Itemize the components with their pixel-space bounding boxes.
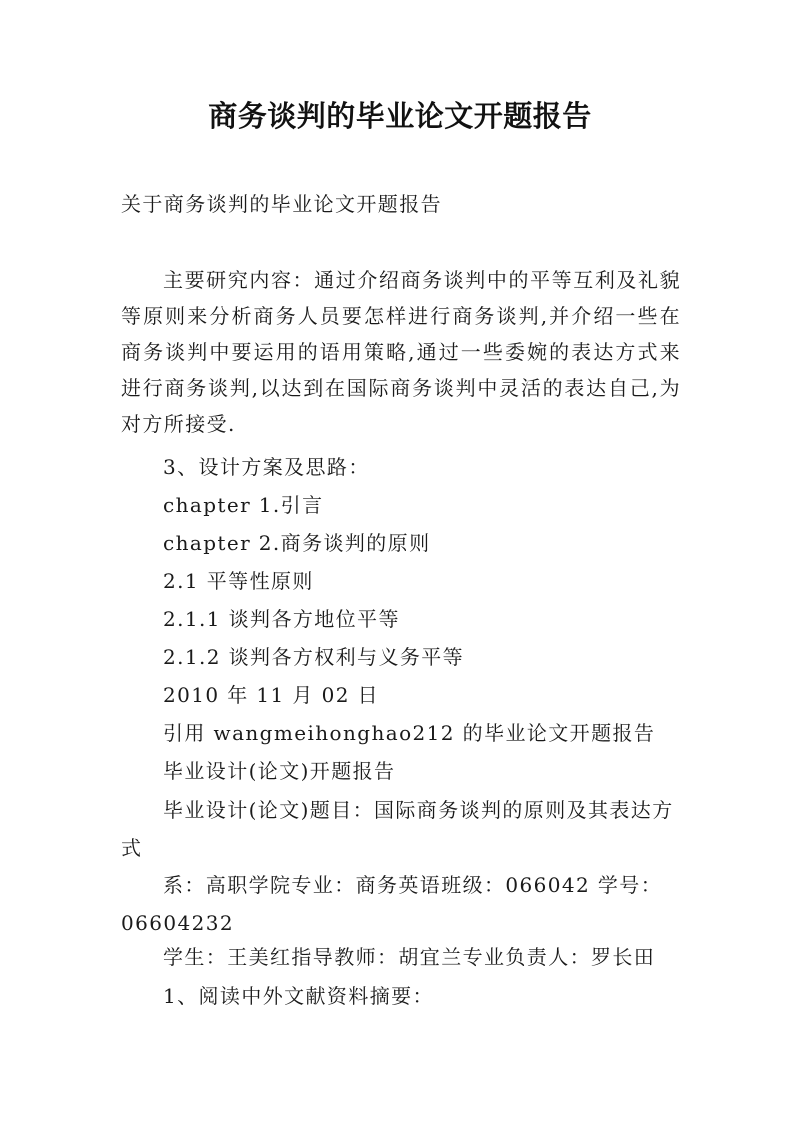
section-2-1-2-line: 2.1.2 谈判各方权利与义务平等 xyxy=(163,645,465,669)
thesis-topic-paragraph: 毕业设计(论文)题目：国际商务谈判的原则及其表达方式 xyxy=(121,798,674,860)
reading-summary-heading: 1、阅读中外文献资料摘要： xyxy=(163,984,434,1008)
research-content-paragraph: 主要研究内容：通过介绍商务谈判中的平等互利及礼貌等原则来分析商务人员要怎样进行商务谈判,并介绍一些在商务谈判中要运用的语用策略,通过一些委婉的表达方式来进行商务谈判,以达到在国际商务谈判中灵活的表达自己,为对方所接受. xyxy=(121,268,681,436)
design-plan-heading: 3、设计方案及思路： xyxy=(163,455,370,479)
chapter-1-line: chapter 1.引言 xyxy=(163,493,324,517)
section-2-1-1-line: 2.1.1 谈判各方地位平等 xyxy=(163,607,400,631)
chapter-2-line: chapter 2.商务谈判的原则 xyxy=(163,531,431,555)
date-line: 2010 年 11 月 02 日 xyxy=(163,683,379,707)
citation-line: 引用 wangmeihonghao212 的毕业论文开题报告 xyxy=(163,721,656,745)
document-subtitle: 关于商务谈判的毕业论文开题报告 xyxy=(121,192,442,216)
document-title: 商务谈判的毕业论文开题报告 xyxy=(208,99,592,133)
department-info-paragraph: 系：高职学院专业：商务英语班级：066042 学号：06604232 xyxy=(121,873,663,935)
student-info-line: 学生：王美红指导教师：胡宜兰专业负责人：罗长田 xyxy=(163,945,656,969)
section-2-1-line: 2.1 平等性原则 xyxy=(163,569,314,593)
proposal-heading-line: 毕业设计(论文)开题报告 xyxy=(163,759,396,783)
